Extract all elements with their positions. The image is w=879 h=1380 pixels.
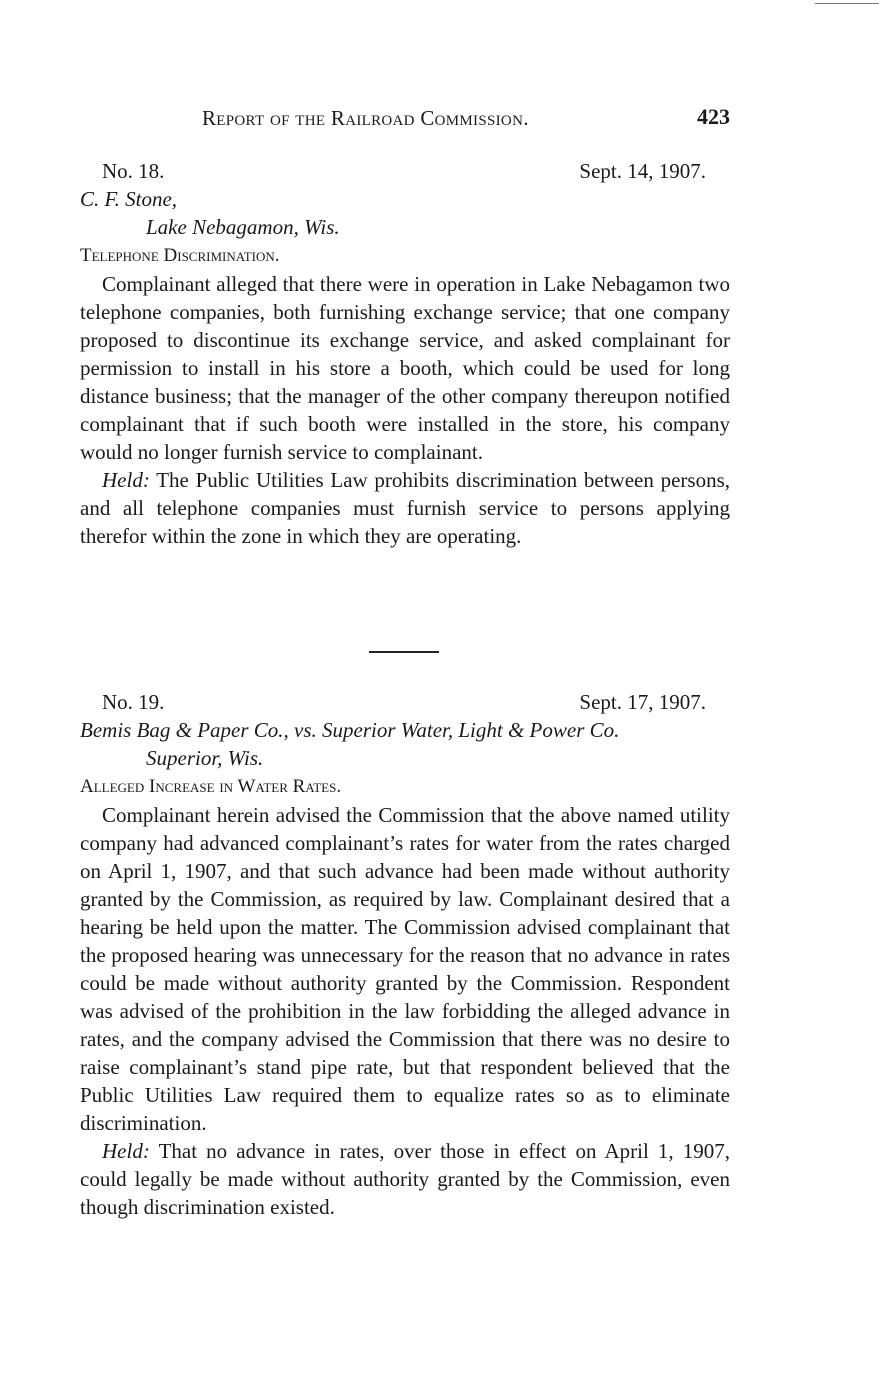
case-subject: Telephone Discrimination. (80, 245, 280, 266)
case-entry-19 (80, 688, 730, 1221)
held-text: The Public Utilities Law prohibits discrimination between persons, and all telephone companies must furnish service to persons applying therefor within the zone in which they are operating. (80, 468, 730, 548)
held-text: That no advance in rates, over those in effect on April 1, 1907, could legally be made without authority granted by the Commission, even though discrimination existed. (80, 1139, 731, 1219)
case-holding (80, 466, 730, 550)
running-head (80, 106, 730, 136)
section-divider (369, 651, 439, 653)
page-edge-rule (815, 3, 879, 4)
case-header-row (80, 688, 730, 716)
case-header-row (80, 157, 730, 185)
case-entry-18 (80, 157, 730, 550)
page-number: 423 (697, 104, 730, 129)
case-number: No. 19. (102, 690, 165, 714)
held-label: Held: (102, 1139, 150, 1163)
case-date: Sept. 17, 1907. (579, 690, 706, 714)
case-date: Sept. 14, 1907. (579, 159, 706, 183)
complainant-location: Superior, Wis. (146, 746, 264, 770)
case-number: No. 18. (102, 159, 165, 183)
complainant-name: C. F. Stone, (80, 187, 178, 211)
complainant-name: Bemis Bag & Paper Co., vs. Superior Water, Light & Power Co. (80, 718, 620, 742)
complainant-location: Lake Nebagamon, Wis. (146, 215, 340, 239)
case-body: Complainant herein advised the Commission that the above named utility company had advanced complainant’s rates for water from the rates charged on April 1, 1907, and that such advance had been made without authority granted by the Commission, as required by law. Complainant desired that a hearing be held upon the matter. The Commission advised complainant that the proposed hearing was unnecessary for the reason that no advance in rates could be made without authority granted by the Commission. Respondent was advised of the prohibition in the law forbidding the alleged advance in rates, and the company advised the Commission that there was no desire to raise complainant’s stand pipe rate, but that respondent believed that the Public Utilities Law required them to equalize rates so as to eliminate discrimination. (80, 803, 730, 1135)
held-label: Held: (102, 468, 150, 492)
case-subject: Alleged Increase in Water Rates. (80, 776, 342, 797)
case-body: Complainant alleged that there were in operation in Lake Nebagamon two telephone companies, both furnishing exchange service; that one company proposed to discontinue its exchange service, and asked complainant for permission to install in his store a booth, which could be used for long distance business; that the manager of the other company thereupon notified complainant that if such booth were installed in the store, his company would no longer furnish service to complainant. (80, 272, 730, 464)
running-title: Report of the Railroad Commission. (202, 106, 529, 130)
case-holding (80, 1137, 730, 1221)
